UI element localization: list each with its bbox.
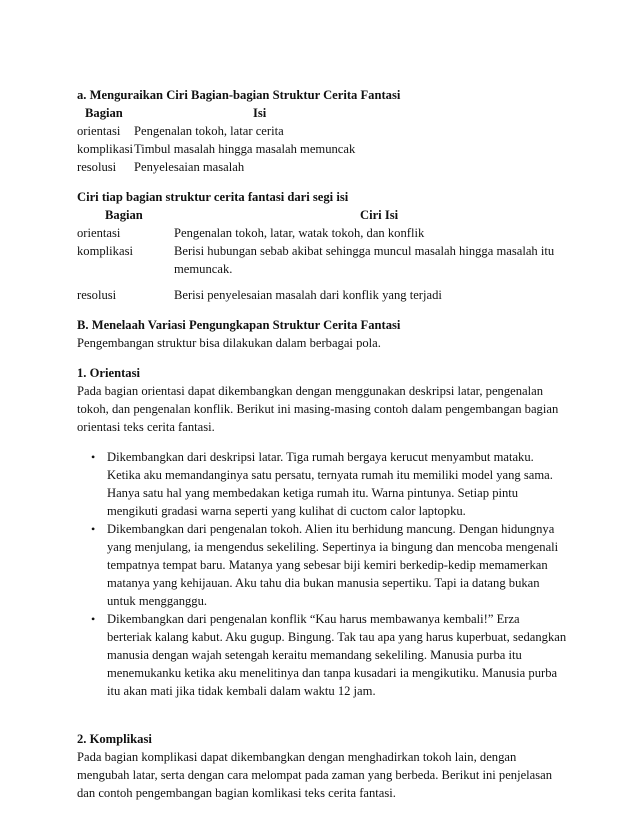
table1-col-bagian: Bagian bbox=[85, 106, 123, 120]
table2-row bbox=[77, 286, 567, 304]
table1-value: Penyelesaian masalah bbox=[134, 160, 245, 174]
table1-header bbox=[77, 104, 567, 122]
table1-value: Pengenalan tokoh, latar cerita bbox=[134, 124, 284, 138]
section-a-title-row bbox=[77, 86, 567, 104]
table2-col-bagian: Bagian bbox=[105, 208, 143, 222]
list-item-text: Dikembangkan dari pengenalan tokoh. Alien itu berhidung mancung. Dengan hidungnya yang menjulang, ia mengendus sekeliling. Sepertinya ia bingung dan mencoba mengenali tempatnya tempat baru. Matanya yang sebesar biji kemiri berkedip-kedip memamerkan matanya yang kehijauan. Aku tahu dia bukan manusia sepertiku. Tapi ia datang bukan untuk mengganggu. bbox=[107, 522, 559, 608]
table2-value: Pengenalan tokoh, latar, watak tokoh, dan konflik bbox=[174, 226, 425, 240]
table1-value: Timbul masalah hingga masalah memuncak bbox=[134, 142, 356, 156]
bullet-icon: • bbox=[91, 612, 96, 626]
ciri-title-row bbox=[77, 188, 567, 206]
table2-value: Berisi hubungan sebab akibat sehingga muncul masalah hingga masalah itu memuncak. bbox=[174, 244, 555, 276]
table2-col-ciri: Ciri Isi bbox=[360, 208, 399, 222]
table1-row bbox=[77, 158, 567, 176]
table1-key: komplikasi bbox=[77, 142, 133, 156]
table2-value: Berisi penyelesaian masalah dari konflik yang terjadi bbox=[174, 288, 442, 302]
komplikasi-heading: 2. Komplikasi bbox=[77, 732, 152, 746]
table1-row bbox=[77, 122, 567, 140]
list-item-text: Dikembangkan dari pengenalan konflik “Kau harus membawanya kembali!” Erza berteriak kalang kabut. Aku gugup. Bingung. Tak tau apa yang harus kuperbuat, sedangkan manusia dengan wajah setengah keraitu memandang sekeliling. Manusia purba itu menemukanku ketika aku menelitinya dan tanpa kusadari ia mengikutiku. Manusia purba itu akan mati jika tidak kembali dalam waktu 12 jam. bbox=[107, 612, 567, 698]
komplikasi-paragraph: Pada bagian komplikasi dapat dikembangkan dengan menghadirkan tokoh lain, dengan mengubah latar, serta dengan cara melompat pada zaman yang berbeda. Berikut ini penjelasan dan contoh pengembangan bagian komlikasi teks cerita fantasi. bbox=[77, 750, 553, 800]
bullet-icon: • bbox=[91, 522, 96, 536]
table1-col-isi: Isi bbox=[253, 106, 267, 120]
table1-key: resolusi bbox=[77, 160, 117, 174]
list-item bbox=[77, 448, 567, 520]
section-b-intro: Pengembangan struktur bisa dilakukan dalam berbagai pola. bbox=[77, 336, 381, 350]
section-b-title: B. Menelaah Variasi Pengungkapan Struktur Cerita Fantasi bbox=[77, 318, 401, 332]
orientasi-bullet-list bbox=[77, 448, 567, 700]
table1-key: orientasi bbox=[77, 124, 121, 138]
ciri-title: Ciri tiap bagian struktur cerita fantasi dari segi isi bbox=[77, 190, 349, 204]
section-a-title: a. Menguraikan Ciri Bagian-bagian Struktur Cerita Fantasi bbox=[77, 88, 401, 102]
bullet-icon: • bbox=[91, 450, 96, 464]
table1-row bbox=[77, 140, 567, 158]
list-item-text: Dikembangkan dari deskripsi latar. Tiga rumah bergaya kerucut menyambut mataku. Ketika aku memandanginya satu persatu, ternyata rumah itu memiliki model yang sama. Hanya satu hal yang membedakan ketiga rumah itu. Warna pintunya. Setiap pintu mengikuti gradasi warna seperti yang kulihat di cuctom calor laptopku. bbox=[107, 450, 553, 518]
table2-key: komplikasi bbox=[77, 244, 133, 258]
table2-key: resolusi bbox=[77, 288, 117, 302]
orientasi-paragraph: Pada bagian orientasi dapat dikembangkan dengan menggunakan deskripsi latar, pengenalan tokoh, dan pengenalan konflik. Berikut ini masing-masing contoh dalam pengembangan bagian orientasi teks cerita fantasi. bbox=[77, 384, 559, 434]
list-item bbox=[77, 610, 567, 700]
document-content bbox=[77, 86, 567, 802]
list-item bbox=[77, 520, 567, 610]
orientasi-heading: 1. Orientasi bbox=[77, 366, 140, 380]
table2-header bbox=[77, 206, 567, 224]
table2-row bbox=[77, 224, 567, 242]
table2-row bbox=[77, 242, 567, 278]
table2-key: orientasi bbox=[77, 226, 121, 240]
